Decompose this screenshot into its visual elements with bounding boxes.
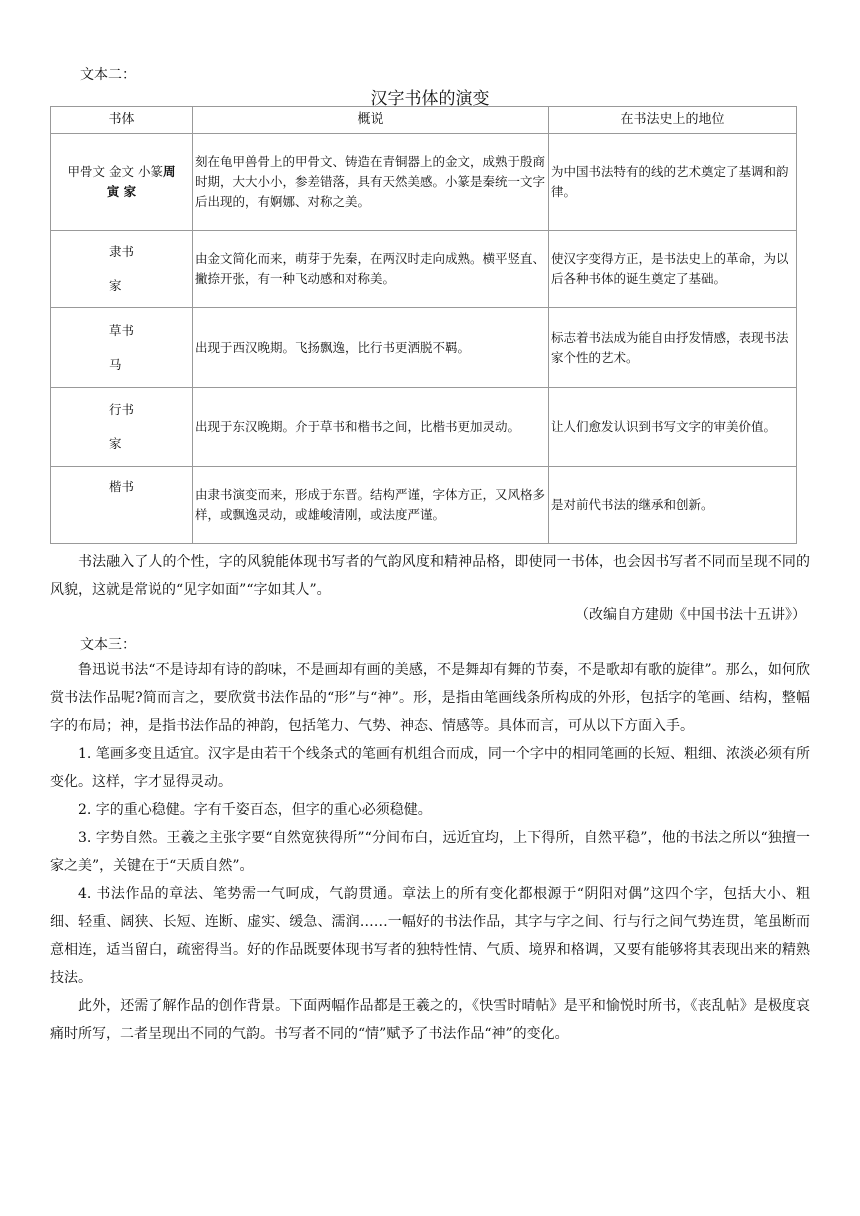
- script-name: 甲骨文 金文 小篆: [67, 164, 163, 179]
- table-row: [51, 134, 797, 231]
- table-row: [51, 308, 797, 388]
- paragraph-after-table: 书法融入了人的个性，字的风貌能体现书写者的气韵风度和精神品格，即使同一书体，也会因书写者不同而呈现不同的风貌，这就是常说的“见字如面”“字如其人”。: [50, 554, 810, 598]
- table-row: [51, 467, 797, 544]
- header-overview: 概说: [193, 107, 549, 134]
- script-name-cell: [51, 308, 193, 388]
- paragraph: 1. 笔画多变且适宜。汉字是由若干个线条式的笔画有机组合而成，同一个字中的相同笔画的长短、粗细、浓淡必须有所变化。这样，字才显得灵动。: [50, 746, 810, 790]
- paragraph: 3. 字势自然。王羲之主张字要“自然宽狭得所”“分间布白，远近宜均，上下得所，自然平稳”，他的书法之所以“独擅一家之美”，关键在于“天质自然”。: [50, 830, 810, 874]
- overview-cell: 由隶书演变而来，形成于东晋。结构严谨，字体方正，又风格多样，或飘逸灵动，或雄峻清刚，或法度严谨。: [193, 467, 549, 544]
- script-name: 楷书: [108, 479, 134, 494]
- script-name-extra: 家: [109, 436, 122, 451]
- script-name-cell: [51, 134, 193, 231]
- status-cell: 是对前代书法的继承和创新。: [549, 467, 797, 544]
- section-label-text3: 文本三：: [80, 637, 136, 653]
- script-name: 隶书: [108, 244, 134, 259]
- source-citation: （改编自方建勋《中国书法十五讲》）: [575, 607, 806, 623]
- table-row: [51, 388, 797, 467]
- overview-cell: 出现于西汉晚期。飞扬飘逸，比行书更洒脱不羁。: [193, 308, 549, 388]
- script-name-extra-line: 寅 家: [106, 184, 137, 199]
- header-script: 书体: [51, 107, 193, 134]
- script-name-extra: 马: [109, 356, 122, 372]
- table-row: [51, 231, 797, 308]
- script-name-extra: 家: [109, 278, 122, 293]
- status-cell: 让人们愈发认识到书写文字的审美价值。: [549, 388, 797, 467]
- script-name-cell: [51, 231, 193, 308]
- status-cell: 使汉字变得方正，是书法史上的革命，为以后各种书体的诞生奠定了基础。: [549, 231, 797, 308]
- section-label-text2: 文本二：: [80, 67, 136, 83]
- paragraph: 4. 书法作品的章法、笔势需一气呵成，气韵贯通。章法上的所有变化都根源于“阴阳对偶”这四个字，包括大小、粗细、轻重、阔狭、长短、连断、虚实、缓急、濡润……一幅好的书法作品，其字与字之间、行与行之间气势连贯，笔虽断而意相连，适当留白，疏密得当。好的作品既要体现书写者的独特性情、气质、境界和格调，又要有能够将其表现出来的精熟技法。: [50, 886, 810, 986]
- overview-cell: 刻在龟甲兽骨上的甲骨文、铸造在青铜器上的金文，成熟于殷商时期，大大小小，参差错落，具有天然美感。小篆是秦统一文字后出现的，有婀娜、对称之美。: [193, 134, 549, 231]
- paragraph: 此外，还需了解作品的创作背景。下面两幅作品都是王羲之的，《快雪时晴帖》是平和愉悦时所书，《丧乱帖》是极度哀痛时所写，二者呈现出不同的气韵。书写者不同的“情”赋予了书法作品“神”的变化。: [50, 998, 810, 1042]
- script-name-cell: [51, 388, 193, 467]
- table-title: 汉字书体的演变: [370, 89, 490, 109]
- section3-body: [50, 656, 810, 1048]
- paragraph: 2. 字的重心稳健。字有千姿百态，但字的重心必须稳健。: [78, 802, 432, 818]
- paragraph: 鲁迅说书法“不是诗却有诗的韵味，不是画却有画的美感，不是舞却有舞的节奏，不是歌却有歌的旋律”。那么，如何欣赏书法作品呢?简而言之，要欣赏书法作品的“形”与“神”。形，是指由笔画线条所构成的外形，包括字的笔画、结构，整幅字的布局；神，是指书法作品的神韵，包括笔力、气势、神态、情感等。具体而言，可从以下方面入手。: [50, 662, 810, 734]
- script-name-cell: [51, 467, 193, 544]
- overview-cell: 出现于东汉晚期。介于草书和楷书之间，比楷书更加灵动。: [193, 388, 549, 467]
- header-status: 在书法史上的地位: [549, 107, 797, 134]
- script-evolution-table: [50, 106, 797, 544]
- status-cell: 标志着书法成为能自由抒发情感，表现书法家个性的艺术。: [549, 308, 797, 388]
- table-header-row: [51, 107, 797, 134]
- overview-cell: 由金文简化而来，萌芽于先秦，在两汉时走向成熟。横平竖直、撇捺开张，有一种飞动感和对称美。: [193, 231, 549, 308]
- script-name: 行书: [108, 402, 134, 417]
- status-cell: 为中国书法特有的线的艺术奠定了基调和韵律。: [549, 134, 797, 231]
- script-name: 草书: [108, 322, 134, 338]
- script-name-extra: 周: [162, 164, 176, 179]
